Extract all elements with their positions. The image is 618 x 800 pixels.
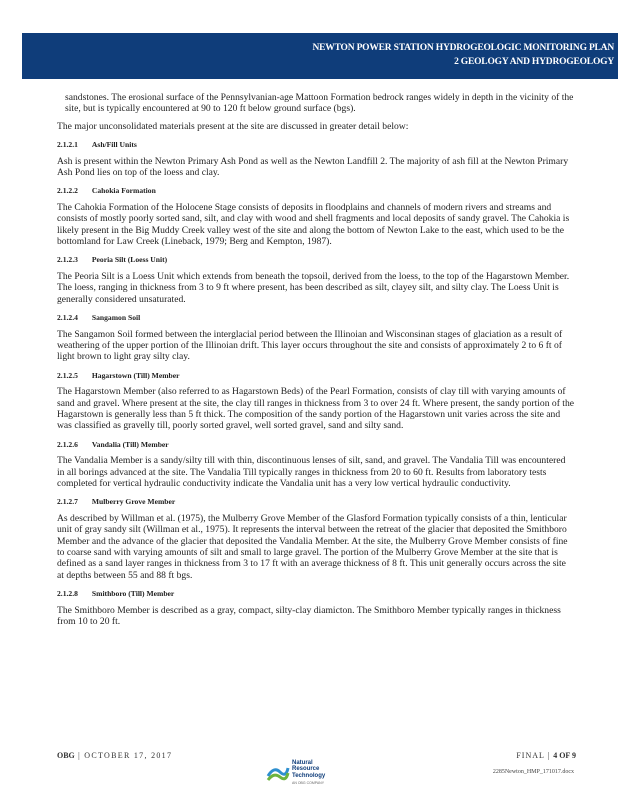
section-title: Hagarstown (Till) Member: [91, 370, 180, 380]
section-number: 2.1.2.1: [57, 140, 78, 150]
company-logo: [266, 760, 366, 788]
section-paragraph: The Peoria Silt is a Loess Unit which extends from beneath the topsoil, derived from the loess, to the top of the Hagarstown Member. The loess, ranging in thickness from 3 to 9 ft where present, has been described as silt, clayey silt, and silty clay. The Loess Unit is generally considered unsaturated.: [57, 270, 570, 305]
section-title: Mulberry Grove Member: [91, 497, 176, 507]
section-vandalia: [57, 439, 575, 490]
section-paragraph: The Cahokia Formation of the Holocene Stage consists of deposits in floodplains and channels of modern rivers and streams and consists of mostly poorly sorted sand, silt, and clay with wood and shell fragments and local deposits of sandy gravel. The Cahokia is likely present in the Big Muddy Creek valley west of the site and along the bottom of Newton Lake to the east, which used to be the bottomland for Law Creek (Lineback, 1979; Berg and Kempton, 1987).: [57, 201, 570, 248]
section-paragraph: As described by Willman et al. (1975), the Mulberry Grove Member of the Glasford Formation typically consists of a thin, lenticular unit of gray sandy silt (Willman et al., 1975). It represents the interval between the retreat of the glacier that deposited the Smithboro Member and the advance of the glacier that deposited the Vandalia Member. At the site, the Mulberry Grove Member consists of fine to coarse sand with varying amounts of silt and small to large gravel. The portion of the Mulberry Grove Member at the site that is defined as a sand layer ranges in thickness from 3 to 17 ft with an average thickness of 8 ft. This unit generally occurs across the site at depths between 55 and 88 ft bgs.: [57, 512, 568, 581]
logo-line: Natural: [292, 760, 313, 766]
intro-continuation: sandstones. The erosional surface of the Pennsylvanian-age Mattoon Formation bedrock ranges widely in depth in the vicinity of the site, but is typically encountered at 90 to 120 ft below ground surface (bgs).: [65, 92, 574, 115]
section-heading: [57, 254, 575, 265]
logo-wave-icon: [266, 762, 290, 782]
intro-lead: The major unconsolidated materials present at the site are discussed in greater detail below:: [57, 120, 409, 132]
logo-text: [292, 760, 325, 779]
section-heading: [57, 588, 575, 599]
section-heading: [57, 496, 575, 507]
section-mulberry-grove: [57, 496, 575, 581]
section-paragraph: The Sangamon Soil formed between the interglacial period between the Illinoian and Wisconsinan stages of glaciation as a result of weathering of the upper portion of the Illinoian drift. This layer occurs throughout the site and consists of approximately 2 to 6 ft of light brown to light gray silty clay.: [57, 328, 563, 363]
document-body: [57, 92, 575, 634]
section-ash-fill: [57, 139, 575, 178]
section-paragraph: The Smithboro Member is described as a gray, compact, silty-clay diamicton. The Smithboro Member typically ranges in thickness from 10 to 20 ft.: [57, 604, 561, 628]
footer-date: | OCTOBER 17, 2017: [78, 751, 173, 760]
section-peoria-silt: [57, 254, 575, 305]
logo-line: Resource: [292, 766, 320, 773]
header-banner: [22, 33, 618, 79]
section-paragraph: Ash is present within the Newton Primary Ash Pond as well as the Newton Landfill 2. The majority of ash fill at the Newton Primary Ash Pond lies on top of the loess and clay.: [57, 155, 569, 179]
section-paragraph: The Vandalia Member is a sandy/silty till with thin, discontinuous lenses of silt, sand, and gravel. The Vandalia Till was encountered in all borings advanced at the site. The Vandalia Till typically ranges in thickness from 20 to 60 ft. Results from laboratory tests completed for vertical hydraulic conductivity indicate the Vandalia unit has a very low vertical hydraulic conductivity.: [57, 455, 566, 489]
logo-subtitle: AN OBG COMPANY: [292, 781, 325, 785]
section-number: 2.1.2.5: [57, 370, 78, 380]
section-heading: [57, 139, 575, 150]
section-title: Vandalia (Till) Member: [91, 439, 169, 449]
section-hagarstown: [57, 370, 575, 432]
section-paragraph: The Hagarstown Member (also referred to as Hagarstown Beds) of the Pearl Formation, consists of clay till with varying amounts of sand and gravel. Where present at the site, the clay till ranges in thickness from 3 to over 24 ft. Where present, the sandy portion of the Hagarstown is generally less than 5 ft thick. The composition of the sandy portion of the Hagarstown unit varies across the site and was classified as gravelly till, poorly sorted gravel, well sorted gravel, sand and silty sand.: [57, 386, 575, 432]
section-heading: [57, 312, 575, 323]
section-title: Peoria Silt (Loess Unit): [91, 255, 168, 265]
footer-org-date: [57, 751, 172, 760]
section-title: Ash/Fill Units: [91, 140, 137, 150]
section-number: 2.1.2.6: [57, 439, 78, 449]
footer-org: OBG: [57, 751, 75, 760]
section-smithboro: [57, 588, 575, 627]
section-number: 2.1.2.7: [57, 497, 78, 507]
section-sangamon-soil: [57, 312, 575, 363]
section-title: Cahokia Formation: [91, 186, 156, 196]
section-heading: [57, 370, 575, 381]
section-heading: [57, 185, 575, 196]
logo-line: Technology: [292, 772, 326, 779]
header-title: NEWTON POWER STATION HYDROGEOLOGIC MONITORING PLAN: [312, 43, 614, 53]
section-number: 2.1.2.3: [57, 255, 78, 265]
section-title: Sangamon Soil: [91, 313, 141, 323]
section-title: Smithboro (Till) Member: [91, 589, 175, 599]
header-subtitle: 2 GEOLOGY AND HYDROGEOLOGY: [454, 57, 614, 67]
footer-status-page: [516, 751, 576, 760]
footer-document-reference: 2285Newton_HMP_171017.docx: [492, 769, 574, 775]
section-heading: [57, 439, 575, 450]
section-cahokia: [57, 185, 575, 247]
section-number: 2.1.2.2: [57, 186, 78, 196]
section-number: 2.1.2.4: [57, 313, 78, 323]
footer-page-number: 4 OF 9: [553, 751, 576, 760]
footer-status: FINAL |: [516, 751, 551, 760]
section-number: 2.1.2.8: [57, 589, 78, 599]
